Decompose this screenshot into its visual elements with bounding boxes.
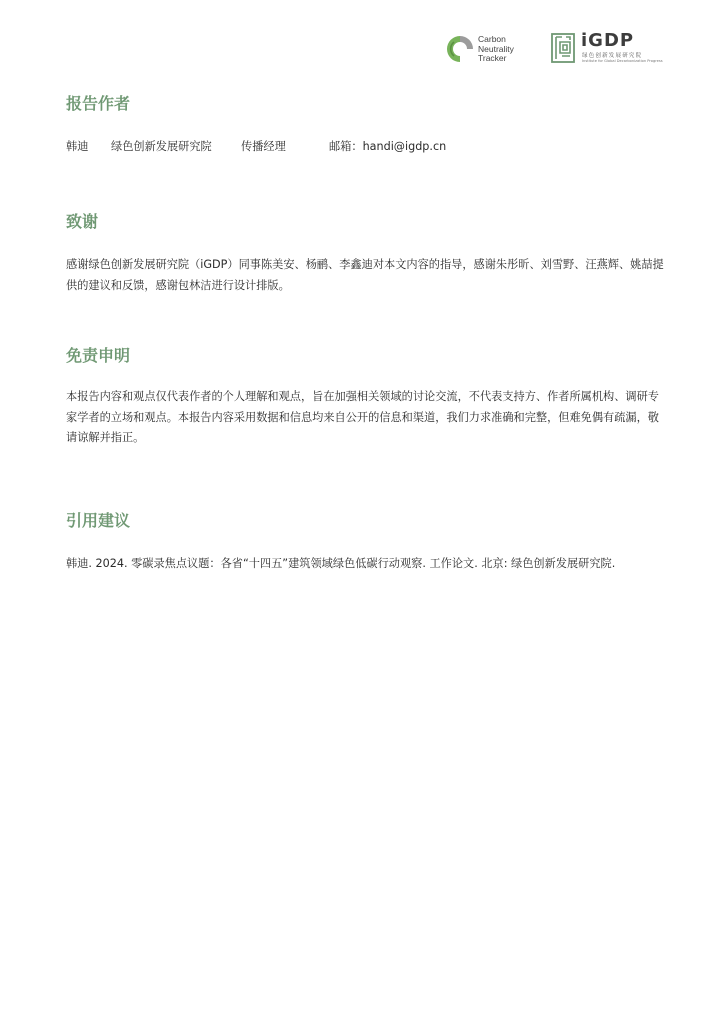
acknowledgements-text: 感谢绿色创新发展研究院（iGDP）同事陈美安、杨鹂、李鑫迪对本文内容的指导，感谢朱彤昕、刘雪野、汪燕辉、姚喆提供的建议和反馈，感谢包林洁进行设计排版。 [66,258,664,292]
author-heading: 报告作者 [66,94,131,113]
citation-heading: 引用建议 [66,511,131,530]
ct-line-3: Tracker [478,53,507,63]
igdp-wordmark: iGDP [581,30,635,51]
carbon-neutrality-c-icon [445,34,475,64]
igdp-cn-subtitle: 绿色创新发展研究院 [582,53,643,59]
author-line [66,137,666,158]
ct-line-1: Carbon [478,34,506,44]
igdp-en-subtitle: Institute for Global Decarbonization Progress [582,59,663,63]
igdp-seal-icon [551,33,575,63]
author-org: 绿色创新发展研究院 [111,140,212,153]
citation-section [66,511,666,575]
carbon-neutrality-tracker-wordmark [478,35,514,64]
igdp-logo [551,30,663,68]
ct-line-2: Neutrality [478,43,514,54]
author-name: 韩迪 [66,140,89,153]
author-email: 邮箱：handi@igdp.cn [329,140,447,153]
disclaimer-heading: 免责申明 [66,346,131,365]
disclaimer-text: 本报告内容和观点仅代表作者的个人理解和观点，旨在加强相关领域的讨论交流，不代表支持方、作者所属机构、调研专家学者的立场和观点。本报告内容采用数据和信息均来自公开的信息和渠道，我们力求准确和完整，但难免偶有疏漏，敬请谅解并指正。 [66,390,659,444]
acknowledgements-section [66,212,666,296]
header-logos [445,30,663,70]
author-role: 传播经理 [241,140,286,153]
citation-text: 韩迪. 2024. 零碳录焦点议题：各省“十四五”建筑领域绿色低碳行动观察. 工作论文. 北京: 绿色创新发展研究院. [66,557,616,570]
acknowledgements-heading: 致谢 [66,212,99,231]
carbon-neutrality-tracker-logo [445,32,545,66]
disclaimer-section [66,346,666,449]
author-section [66,94,666,158]
